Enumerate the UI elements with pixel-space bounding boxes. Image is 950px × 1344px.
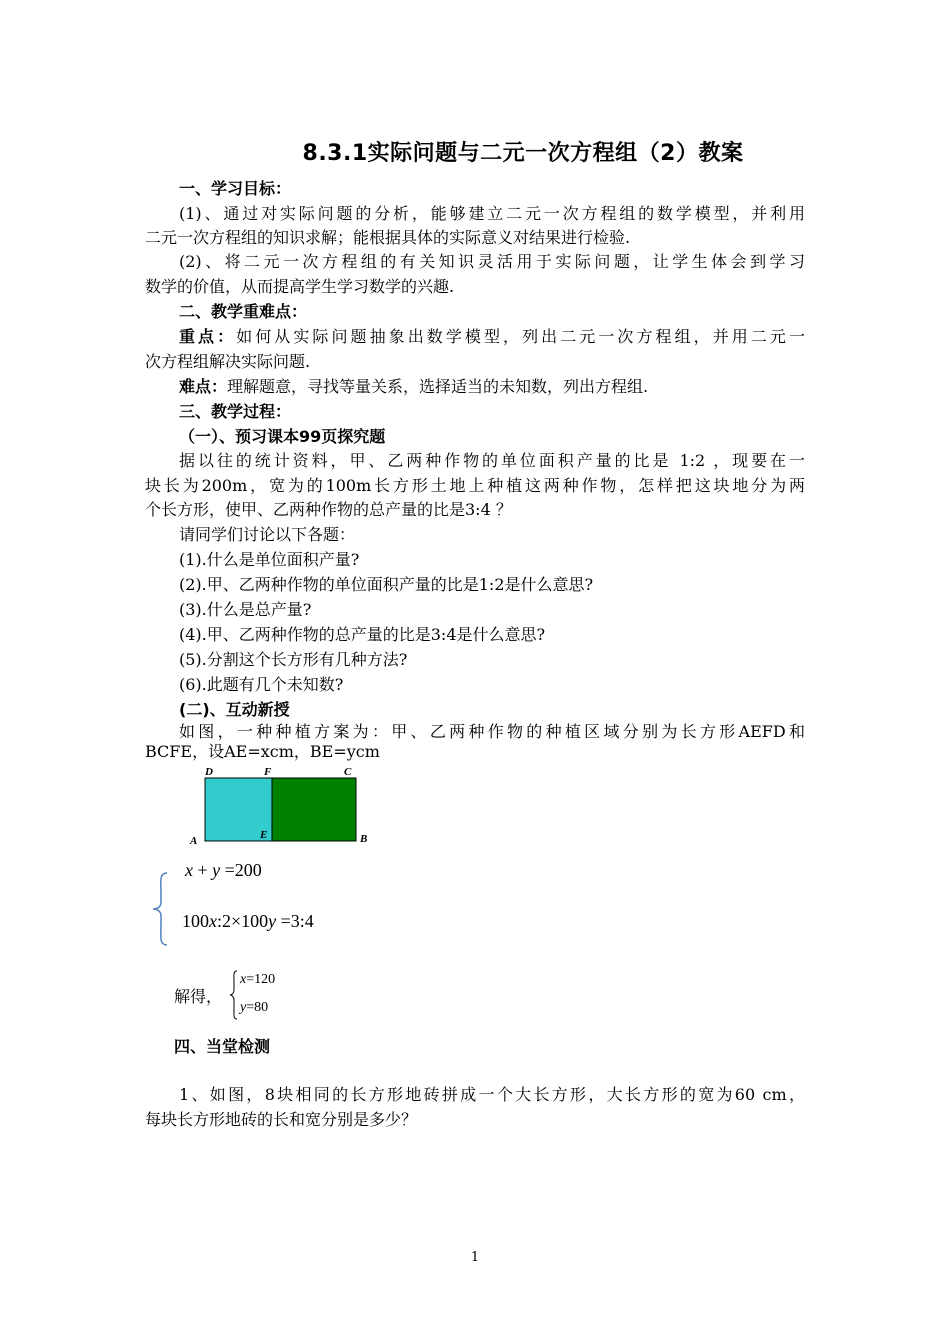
objective1-line1: (1)、通过对实际问题的分析，能够建立二元一次方程组的数学模型，并利用 — [179, 204, 805, 223]
plan-line2: BCFE，设AE=xcm，BE=ycm — [145, 742, 380, 761]
plan-line1: 如图，一种种植方案为：甲、乙两种作物的种植区域分别为长方形AEFD和 — [179, 722, 805, 741]
solution-y-var: y — [240, 1000, 247, 1015]
exercise1-line1: 1、如图，8块相同的长方形地砖拼成一个大长方形，大长方形的宽为60 cm， — [179, 1085, 805, 1104]
solution-x — [240, 970, 275, 990]
eq2-mid: :2×100 — [217, 911, 269, 931]
eq1-var-x: x — [185, 860, 193, 880]
page-number: 1 — [470, 1250, 480, 1265]
brace-icon — [150, 872, 170, 946]
objective2-line2: 数学的价值，从而提高学生学习数学的兴趣. — [145, 277, 455, 296]
question-item: (1).什么是单位面积产量? — [179, 550, 360, 569]
difficulty-text: 理解题意，寻找等量关系，选择适当的未知数，列出方程组. — [227, 377, 649, 396]
question-item: (3).什么是总产量? — [179, 600, 312, 619]
question-item: (2).甲、乙两种作物的单位面积产量的比是1:2是什么意思? — [179, 575, 594, 594]
section3-heading: 三、教学过程： — [179, 402, 292, 421]
solution-y-val: =80 — [246, 1000, 269, 1015]
key-point-line2: 次方程组解决实际问题. — [145, 352, 311, 371]
difficulty-line — [179, 377, 648, 397]
problem-line2: 块长为200m，宽为的100m长方形土地上种植这两种作物，怎样把这块地分为两 — [145, 476, 805, 495]
rectangle-figure — [180, 760, 380, 850]
difficulty-label: 难点： — [179, 377, 228, 396]
title-text: 8.3.1实际问题与二元一次方程组（2）教案 — [302, 141, 744, 166]
problem-line3: 个长方形，使甲、乙两种作物的总产量的比是3:4 ？ — [145, 500, 512, 519]
eq1-rest: =200 — [220, 860, 262, 880]
eq1-plus: + — [193, 860, 213, 880]
solution-y — [240, 998, 268, 1018]
eq2-rest: =3:4 — [276, 911, 314, 931]
objective2-line1: (2)、将二元一次方程组的有关知识灵活用于实际问题，让学生体会到学习 — [179, 252, 805, 271]
section2-heading: 二、教学重难点： — [179, 302, 308, 321]
exercise1-line2: 每块长方形地砖的长和宽分别是多少？ — [145, 1110, 418, 1129]
region-bcfe — [272, 778, 356, 841]
question-item: (4).甲、乙两种作物的总产量的比是3:4是什么意思? — [179, 625, 546, 644]
eq1-var-y: y — [212, 860, 221, 880]
eq2-lead: 100 — [182, 911, 209, 931]
section1-heading: 一、学习目标： — [179, 179, 292, 198]
label-d: D — [205, 766, 213, 778]
small-brace-icon — [229, 970, 239, 1020]
key-point-label: 重点： — [179, 327, 237, 346]
equation-1 — [185, 860, 262, 880]
objective1-line2: 二元一次方程组的知识求解；能根据具体的实际意义对结果进行检验. — [145, 228, 631, 247]
label-a: A — [190, 835, 198, 847]
subsection1-heading: （一）、预习课本99页探究题 — [179, 427, 386, 446]
label-c: C — [344, 766, 352, 778]
label-e: E — [260, 829, 268, 841]
eq2-var-y: y — [268, 911, 277, 931]
equation-2 — [182, 911, 314, 931]
discussion-prompt: 请同学们讨论以下各题： — [179, 525, 356, 544]
solution-x-val: =120 — [246, 972, 276, 987]
solution-x-var: x — [240, 972, 247, 987]
document-title — [0, 136, 950, 167]
eq2-var-x: x — [209, 911, 217, 931]
key-point-line1 — [179, 327, 805, 347]
label-f: F — [264, 766, 272, 778]
key-point-text: 如何从实际问题抽象出数学模型，列出二元一次方程组，并用二元一 — [236, 327, 805, 346]
problem-line1: 据以往的统计资料，甲、乙两种作物的单位面积产量的比是 1:2 ，现要在一 — [179, 451, 805, 470]
question-item: (5).分割这个长方形有几种方法? — [179, 650, 408, 669]
section4-heading: 四、当堂检测 — [174, 1037, 271, 1056]
solution-label: 解得， — [174, 987, 223, 1006]
subsection2-heading: (二)、互动新授 — [179, 700, 290, 719]
label-b: B — [360, 833, 368, 845]
question-item: (6).此题有几个未知数? — [179, 675, 344, 694]
